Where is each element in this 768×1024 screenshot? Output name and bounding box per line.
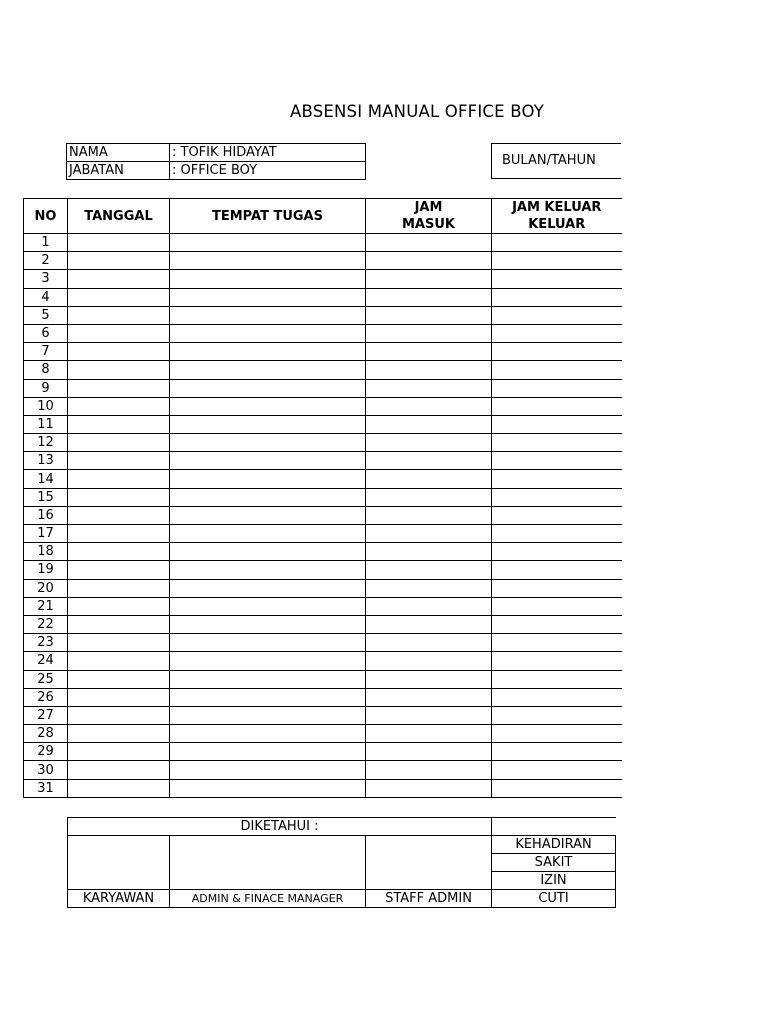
tanggal-cell[interactable] — [68, 379, 170, 397]
staff-label: STAFF ADMIN — [366, 890, 492, 908]
tanggal-cell[interactable] — [68, 670, 170, 688]
jam-masuk-cell[interactable] — [366, 634, 492, 652]
tanggal-cell[interactable] — [68, 252, 170, 270]
row-number: 20 — [24, 579, 68, 597]
jam-keluar-cell[interactable] — [492, 343, 622, 361]
jam-masuk-cell[interactable] — [366, 597, 492, 615]
jam-keluar-cell[interactable] — [492, 525, 622, 543]
tanggal-cell[interactable] — [68, 452, 170, 470]
jam-keluar-cell[interactable] — [492, 306, 622, 324]
jam-keluar-cell[interactable] — [492, 561, 622, 579]
tempat-tugas-cell[interactable] — [170, 706, 366, 724]
tempat-tugas-cell[interactable] — [170, 779, 366, 797]
jam-keluar-cell[interactable] — [492, 670, 622, 688]
row-number: 27 — [24, 706, 68, 724]
jam-keluar-cell[interactable] — [492, 652, 622, 670]
attendance-row — [24, 670, 622, 688]
row-number: 15 — [24, 488, 68, 506]
header-jam-keluar — [492, 199, 622, 234]
attendance-header-row — [24, 199, 622, 234]
jam-masuk-cell[interactable] — [366, 506, 492, 524]
tanggal-cell[interactable] — [68, 397, 170, 415]
tempat-tugas-cell[interactable] — [170, 543, 366, 561]
jam-keluar-cell[interactable] — [492, 779, 622, 797]
jam-keluar-cell[interactable] — [492, 434, 622, 452]
tanggal-cell[interactable] — [68, 688, 170, 706]
attendance-row — [24, 379, 622, 397]
tanggal-cell[interactable] — [68, 561, 170, 579]
tempat-tugas-cell[interactable] — [170, 488, 366, 506]
header-tempat-tugas: TEMPAT TUGAS — [170, 199, 366, 234]
cuti-label: CUTI — [492, 890, 616, 908]
jam-keluar-cell[interactable] — [492, 597, 622, 615]
row-number: 23 — [24, 634, 68, 652]
attendance-row — [24, 288, 622, 306]
jam-masuk-cell[interactable] — [366, 415, 492, 433]
attendance-row — [24, 579, 622, 597]
tempat-tugas-cell[interactable] — [170, 670, 366, 688]
tanggal-cell[interactable] — [68, 743, 170, 761]
row-number: 8 — [24, 361, 68, 379]
jam-keluar-cell[interactable] — [492, 324, 622, 342]
attendance-row — [24, 234, 622, 252]
tempat-tugas-cell[interactable] — [170, 270, 366, 288]
row-number: 11 — [24, 415, 68, 433]
row-number: 5 — [24, 306, 68, 324]
attendance-row — [24, 597, 622, 615]
attendance-row — [24, 543, 622, 561]
jam-keluar-cell[interactable] — [492, 415, 622, 433]
tanggal-cell[interactable] — [68, 434, 170, 452]
attendance-row — [24, 434, 622, 452]
tanggal-cell[interactable] — [68, 415, 170, 433]
tempat-tugas-cell[interactable] — [170, 470, 366, 488]
employee-info-table — [66, 143, 366, 180]
tanggal-cell[interactable] — [68, 706, 170, 724]
tanggal-cell[interactable] — [68, 343, 170, 361]
jam-masuk-cell[interactable] — [366, 470, 492, 488]
jabatan-value[interactable]: : OFFICE BOY — [170, 162, 366, 180]
attendance-row — [24, 761, 622, 779]
attendance-row — [24, 361, 622, 379]
jam-masuk-cell[interactable] — [366, 434, 492, 452]
row-number: 22 — [24, 615, 68, 633]
row-number: 13 — [24, 452, 68, 470]
attendance-row — [24, 615, 622, 633]
jam-masuk-cell[interactable] — [366, 361, 492, 379]
attendance-row — [24, 688, 622, 706]
tempat-tugas-cell[interactable] — [170, 452, 366, 470]
row-number: 24 — [24, 652, 68, 670]
jam-keluar-cell[interactable] — [492, 615, 622, 633]
jam-masuk-cell[interactable] — [366, 543, 492, 561]
tempat-tugas-cell[interactable] — [170, 288, 366, 306]
jam-keluar-cell[interactable] — [492, 761, 622, 779]
jam-keluar-cell[interactable] — [492, 288, 622, 306]
row-number: 10 — [24, 397, 68, 415]
jam-masuk-cell[interactable] — [366, 288, 492, 306]
attendance-row — [24, 324, 622, 342]
nama-label: NAMA — [67, 144, 170, 162]
tanggal-cell[interactable] — [68, 543, 170, 561]
header-jam-keluar-line2: KELUAR — [528, 217, 586, 232]
tanggal-cell[interactable] — [68, 615, 170, 633]
jam-keluar-cell[interactable] — [492, 579, 622, 597]
attendance-table — [23, 198, 622, 798]
kehadiran-label: KEHADIRAN — [492, 836, 616, 854]
jam-masuk-cell[interactable] — [366, 306, 492, 324]
jam-masuk-cell[interactable] — [366, 234, 492, 252]
jam-keluar-cell[interactable] — [492, 543, 622, 561]
header-no: NO — [24, 199, 68, 234]
jam-masuk-cell[interactable] — [366, 670, 492, 688]
nama-value[interactable]: : TOFIK HIDAYAT — [170, 144, 366, 162]
tempat-tugas-cell[interactable] — [170, 615, 366, 633]
row-number: 3 — [24, 270, 68, 288]
jam-masuk-cell[interactable] — [366, 725, 492, 743]
tanggal-cell[interactable] — [68, 525, 170, 543]
tempat-tugas-cell[interactable] — [170, 725, 366, 743]
tanggal-cell[interactable] — [68, 761, 170, 779]
attendance-row — [24, 652, 622, 670]
row-number: 21 — [24, 597, 68, 615]
row-number: 28 — [24, 725, 68, 743]
jam-masuk-cell[interactable] — [366, 324, 492, 342]
tempat-tugas-cell[interactable] — [170, 397, 366, 415]
attendance-row — [24, 343, 622, 361]
status-header-cell — [492, 818, 616, 836]
tanggal-cell[interactable] — [68, 306, 170, 324]
diketahui-label: DIKETAHUI : — [68, 818, 492, 836]
attendance-row — [24, 525, 622, 543]
row-number: 30 — [24, 761, 68, 779]
jam-keluar-cell[interactable] — [492, 470, 622, 488]
jam-keluar-cell[interactable] — [492, 506, 622, 524]
tempat-tugas-cell[interactable] — [170, 634, 366, 652]
row-number: 9 — [24, 379, 68, 397]
tanggal-cell[interactable] — [68, 652, 170, 670]
jam-masuk-cell[interactable] — [366, 743, 492, 761]
jam-keluar-cell[interactable] — [492, 452, 622, 470]
tempat-tugas-cell[interactable] — [170, 688, 366, 706]
tanggal-cell[interactable] — [68, 361, 170, 379]
header-jam-masuk — [366, 199, 492, 234]
attendance-row — [24, 488, 622, 506]
bulan-tahun-field[interactable] — [491, 143, 621, 179]
jam-masuk-cell[interactable] — [366, 761, 492, 779]
jabatan-label: JABATAN — [67, 162, 170, 180]
row-number: 12 — [24, 434, 68, 452]
jam-keluar-cell[interactable] — [492, 725, 622, 743]
jam-masuk-cell[interactable] — [366, 379, 492, 397]
header-jam-keluar-line1: JAM KELUAR — [512, 200, 602, 215]
bulan-tahun-label: BULAN/TAHUN — [502, 153, 596, 168]
row-number: 1 — [24, 234, 68, 252]
attendance-row — [24, 397, 622, 415]
tempat-tugas-cell[interactable] — [170, 579, 366, 597]
tanggal-cell[interactable] — [68, 324, 170, 342]
izin-label: IZIN — [492, 872, 616, 890]
manager-signature-box[interactable] — [170, 836, 366, 890]
jam-masuk-cell[interactable] — [366, 652, 492, 670]
attendance-row — [24, 306, 622, 324]
tempat-tugas-cell[interactable] — [170, 361, 366, 379]
attendance-row — [24, 561, 622, 579]
row-number: 19 — [24, 561, 68, 579]
attendance-row — [24, 270, 622, 288]
row-number: 2 — [24, 252, 68, 270]
jam-masuk-cell[interactable] — [366, 397, 492, 415]
tempat-tugas-cell[interactable] — [170, 506, 366, 524]
karyawan-label: KARYAWAN — [68, 890, 170, 908]
tempat-tugas-cell[interactable] — [170, 743, 366, 761]
tempat-tugas-cell[interactable] — [170, 561, 366, 579]
attendance-row — [24, 452, 622, 470]
row-number: 16 — [24, 506, 68, 524]
row-number: 26 — [24, 688, 68, 706]
row-number: 29 — [24, 743, 68, 761]
attendance-row — [24, 706, 622, 724]
jam-masuk-cell[interactable] — [366, 525, 492, 543]
row-number: 4 — [24, 288, 68, 306]
tempat-tugas-cell[interactable] — [170, 234, 366, 252]
tanggal-cell[interactable] — [68, 579, 170, 597]
tanggal-cell[interactable] — [68, 725, 170, 743]
row-number: 31 — [24, 779, 68, 797]
row-number: 6 — [24, 324, 68, 342]
attendance-row — [24, 252, 622, 270]
tanggal-cell[interactable] — [68, 779, 170, 797]
page-title: ABSENSI MANUAL OFFICE BOY — [289, 102, 545, 121]
signature-table — [67, 817, 616, 908]
tanggal-cell[interactable] — [68, 234, 170, 252]
tempat-tugas-cell[interactable] — [170, 379, 366, 397]
row-number: 17 — [24, 525, 68, 543]
staff-signature-box[interactable] — [366, 836, 492, 890]
jam-keluar-cell[interactable] — [492, 397, 622, 415]
tempat-tugas-cell[interactable] — [170, 652, 366, 670]
attendance-row — [24, 634, 622, 652]
attendance-row — [24, 725, 622, 743]
row-number: 25 — [24, 670, 68, 688]
jam-masuk-cell[interactable] — [366, 452, 492, 470]
jam-keluar-cell[interactable] — [492, 688, 622, 706]
jam-keluar-cell[interactable] — [492, 361, 622, 379]
tempat-tugas-cell[interactable] — [170, 306, 366, 324]
tanggal-cell[interactable] — [68, 634, 170, 652]
jam-keluar-cell[interactable] — [492, 379, 622, 397]
jam-masuk-cell[interactable] — [366, 343, 492, 361]
row-number: 7 — [24, 343, 68, 361]
attendance-row — [24, 779, 622, 797]
jam-masuk-cell[interactable] — [366, 488, 492, 506]
jam-keluar-cell[interactable] — [492, 252, 622, 270]
tanggal-cell[interactable] — [68, 506, 170, 524]
jam-masuk-cell[interactable] — [366, 688, 492, 706]
tanggal-cell[interactable] — [68, 597, 170, 615]
manager-label: ADMIN & FINACE MANAGER — [170, 890, 366, 908]
jam-masuk-cell[interactable] — [366, 579, 492, 597]
tempat-tugas-cell[interactable] — [170, 343, 366, 361]
attendance-row — [24, 470, 622, 488]
header-tanggal: TANGGAL — [68, 199, 170, 234]
tempat-tugas-cell[interactable] — [170, 252, 366, 270]
tempat-tugas-cell[interactable] — [170, 761, 366, 779]
jam-masuk-cell[interactable] — [366, 252, 492, 270]
jam-masuk-cell[interactable] — [366, 561, 492, 579]
tanggal-cell[interactable] — [68, 470, 170, 488]
jam-masuk-cell[interactable] — [366, 706, 492, 724]
header-jam-masuk-line2: MASUK — [402, 217, 455, 232]
tempat-tugas-cell[interactable] — [170, 415, 366, 433]
jam-keluar-cell[interactable] — [492, 634, 622, 652]
tempat-tugas-cell[interactable] — [170, 597, 366, 615]
tanggal-cell[interactable] — [68, 288, 170, 306]
jam-masuk-cell[interactable] — [366, 779, 492, 797]
tempat-tugas-cell[interactable] — [170, 324, 366, 342]
row-number: 18 — [24, 543, 68, 561]
jam-keluar-cell[interactable] — [492, 743, 622, 761]
row-number: 14 — [24, 470, 68, 488]
jam-keluar-cell[interactable] — [492, 234, 622, 252]
tempat-tugas-cell[interactable] — [170, 525, 366, 543]
tempat-tugas-cell[interactable] — [170, 434, 366, 452]
jam-masuk-cell[interactable] — [366, 615, 492, 633]
jam-keluar-cell[interactable] — [492, 706, 622, 724]
jam-masuk-cell[interactable] — [366, 270, 492, 288]
tanggal-cell[interactable] — [68, 488, 170, 506]
attendance-row — [24, 415, 622, 433]
jam-keluar-cell[interactable] — [492, 488, 622, 506]
header-jam-masuk-line1: JAM — [414, 200, 443, 215]
attendance-row — [24, 506, 622, 524]
attendance-row — [24, 743, 622, 761]
jam-keluar-cell[interactable] — [492, 270, 622, 288]
karyawan-signature-box[interactable] — [68, 836, 170, 890]
tanggal-cell[interactable] — [68, 270, 170, 288]
sakit-label: SAKIT — [492, 854, 616, 872]
